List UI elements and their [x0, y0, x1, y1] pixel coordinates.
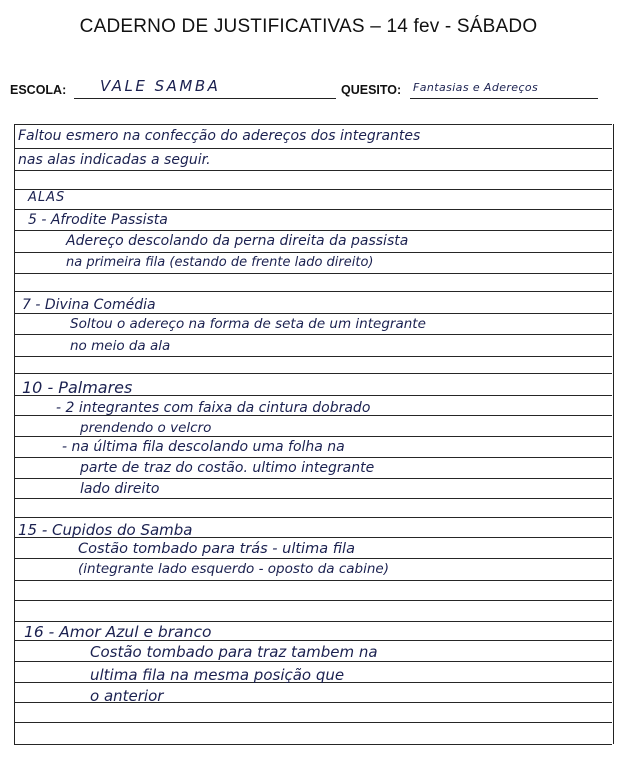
ruled-line	[14, 209, 612, 210]
quesito-line	[410, 98, 598, 99]
escola-line	[74, 98, 336, 99]
ruled-line	[14, 661, 612, 662]
ala-heading: 7 - Divina Comédia	[22, 297, 156, 313]
ruled-line	[14, 558, 612, 559]
ala-heading: 15 - Cupidos do Samba	[18, 521, 193, 539]
ruled-line	[14, 744, 612, 745]
ruled-line	[14, 436, 612, 437]
ruled-line	[14, 517, 612, 518]
page-title: CADERNO DE JUSTIFICATIVAS – 14 fev - SÁBADO	[79, 16, 538, 37]
ala-heading: 5 - Afrodite Passista	[28, 212, 168, 228]
text-line: parte de traz do costão. ultimo integrante	[80, 460, 375, 476]
text-line: lado direito	[80, 481, 160, 497]
text-line: na primeira fila (estando de frente lado direito)	[66, 255, 374, 270]
ruled-line	[14, 600, 612, 601]
escola-value: VALE SAMBA	[100, 77, 221, 95]
ruled-line	[14, 356, 612, 357]
escola-label: ESCOLA:	[10, 83, 67, 97]
ruled-line	[14, 373, 612, 374]
ruled-line	[14, 148, 612, 149]
text-line: Adereço descolando da perna direita da passista	[66, 233, 409, 249]
text-line: Soltou o adereço na forma de seta de um integrante	[70, 316, 426, 332]
quesito-label: QUESITO:	[341, 83, 402, 97]
ruled-line	[14, 124, 612, 125]
ala-heading: 10 - Palmares	[22, 378, 133, 397]
ruled-line	[14, 291, 612, 292]
ruled-line	[14, 273, 612, 274]
ruled-line	[14, 334, 612, 335]
ruled-line	[14, 621, 612, 622]
quesito-value: Fantasias e Adereços	[413, 81, 539, 94]
ruled-line	[14, 230, 612, 231]
alas-heading: ALAS	[28, 190, 66, 205]
text-line: Costão tombado para trás - ultima fila	[78, 541, 355, 557]
text-line: ultima fila na mesma posição que	[90, 666, 345, 684]
text-line: - na última fila descolando uma folha na	[62, 439, 345, 455]
ruled-line	[14, 252, 612, 253]
text-line: o anterior	[90, 687, 164, 705]
ala-heading: 16 - Amor Azul e branco	[24, 623, 212, 641]
text-line: nas alas indicadas a seguir.	[18, 152, 211, 168]
text-line: prendendo o velcro	[80, 420, 212, 436]
ruled-line	[14, 580, 612, 581]
text-line: no meio da ala	[70, 338, 171, 354]
text-line: - 2 integrantes com faixa da cintura dobrado	[56, 400, 371, 416]
ruled-line	[14, 457, 612, 458]
ruled-line	[14, 170, 612, 171]
ruled-line	[14, 498, 612, 499]
ruled-line	[14, 478, 612, 479]
text-line: Faltou esmero na confecção do adereços dos integrantes	[18, 128, 421, 144]
text-line: (integrante lado esquerdo - oposto da cabine)	[78, 561, 390, 577]
ruled-line	[14, 722, 612, 723]
ruled-line	[14, 313, 612, 314]
text-line: Costão tombado para traz tambem na	[90, 643, 378, 661]
ruled-line	[14, 189, 612, 190]
